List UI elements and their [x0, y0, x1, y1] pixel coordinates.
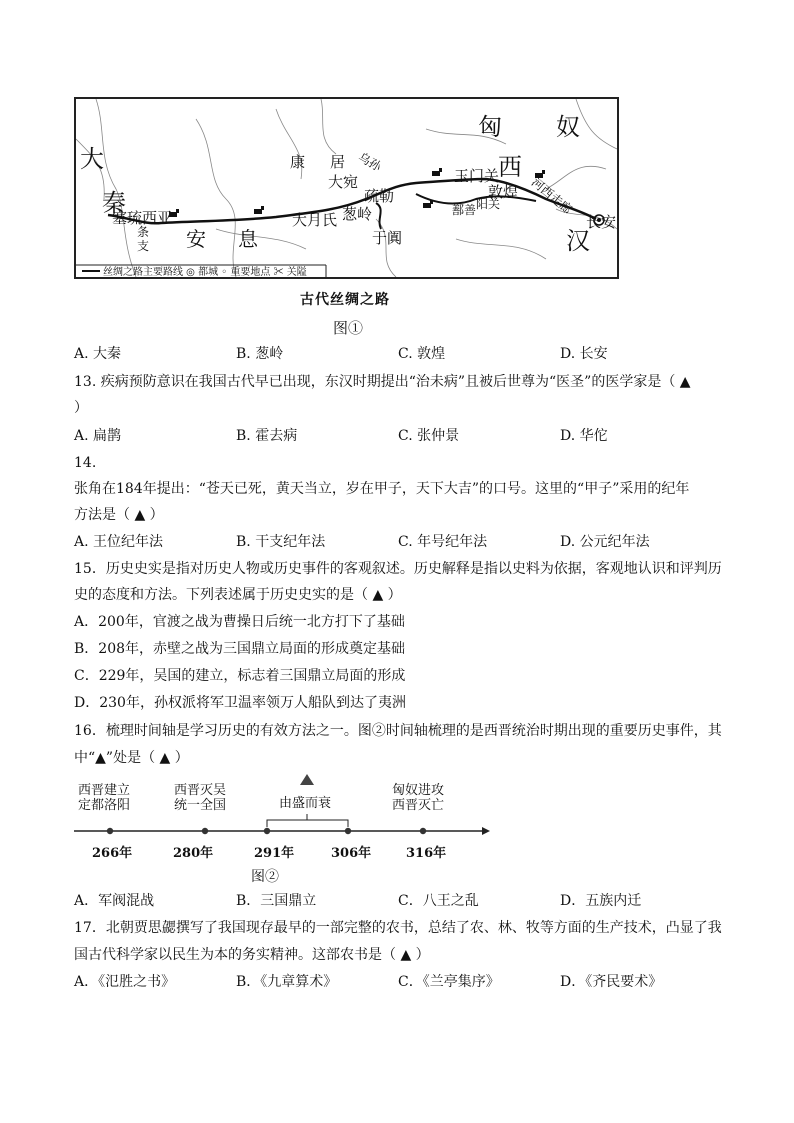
label-shanshan: 鄯善 [452, 203, 477, 217]
q14-option-b[interactable]: B. 干支纪年法 [236, 534, 326, 550]
q17-stem-2: 国古代科学家以民生为本的务实精神。这部农书是（ ▲ ） [74, 947, 430, 963]
q12-option-c[interactable]: C. 敦煌 [398, 346, 446, 362]
tick-291 [264, 828, 270, 834]
timeline-year-266: 266年 [92, 846, 133, 861]
q14-number: 14. [74, 455, 97, 471]
q14-stem-2: 方法是（ ▲ ） [74, 507, 164, 523]
timeline-event-266: 西晋建立 定都洛阳 [78, 783, 131, 813]
blank-triangle-icon [300, 774, 314, 785]
silk-road-map [74, 97, 619, 279]
q14-option-d[interactable]: D. 公元纪年法 [560, 534, 650, 550]
timeline-year-280: 280年 [173, 846, 214, 861]
map-legend: 丝绸之路主要路线 ◎ 都城 ◦ 重要地点 ✂ 关隘 [103, 267, 307, 278]
label-yuzhi-2: 支 [137, 239, 150, 253]
label-yutian: 于阗 [372, 229, 403, 247]
q12-option-b[interactable]: B. 葱岭 [236, 346, 284, 362]
q17-option-b[interactable]: B．《九章算术》 [236, 974, 338, 990]
timeline-year-291: 291年 [254, 846, 295, 861]
q15-stem-2: 史的态度和方法。下列表述属于历史史实的是（ ▲ ） [74, 587, 402, 603]
label-kangju-2: 居 [330, 153, 346, 171]
q12-option-a[interactable]: A. 大秦 [74, 346, 122, 362]
q15-option-d[interactable]: D．230年，孙权派将军卫温率领万人船队到达了夷洲 [74, 695, 406, 711]
q16-stem-2: 中“▲”处是（ ▲ ） [74, 750, 189, 766]
label-congling: 葱岭 [342, 205, 373, 223]
label-shule: 疏勒 [364, 187, 395, 205]
q16-stem-1: 16．梳理时间轴是学习历史的有效方法之一。图②时间轴梳理的是西晋统治时期出现的重要历史事件，其 [74, 723, 722, 739]
label-xiongnu-2: 奴 [556, 113, 580, 141]
q13-option-c[interactable]: C. 张仲景 [398, 428, 460, 444]
q16-option-a[interactable]: A．军阀混战 [74, 893, 155, 909]
q13-stem-2: ） [74, 400, 88, 416]
tick-280 [202, 828, 208, 834]
tick-306 [345, 828, 351, 834]
label-changan: 长安 [586, 213, 617, 231]
figure-1-label: 图① [333, 319, 364, 337]
q14-stem-1: 张角在184年提出：“苍天已死，黄天当立，岁在甲子，天下大吉”的口号。这里的“甲子”采用的纪年 [74, 481, 690, 497]
q13-option-d[interactable]: D. 华佗 [560, 428, 608, 444]
q17-option-c[interactable]: C．《兰亭集序》 [398, 974, 500, 990]
tick-316 [420, 828, 426, 834]
label-dayuezhi: 大月氏 [292, 211, 338, 229]
timeline-year-306: 306年 [331, 846, 372, 861]
q15-option-c[interactable]: C．229年，吴国的建立，标志着三国鼎立局面的形成 [74, 668, 406, 684]
timeline-figure [74, 774, 494, 886]
timeline-event-291-306: 由盛而衰 [279, 796, 332, 811]
q17-option-d[interactable]: D．《齐民要术》 [560, 974, 663, 990]
q17-option-a[interactable]: A．《氾胜之书》 [74, 974, 176, 990]
label-dunhuang: 敦煌 [488, 183, 519, 201]
label-yangguan: 阳关 [476, 197, 501, 211]
figure-2-label: 图② [251, 869, 279, 885]
q14-option-a[interactable]: A. 王位纪年法 [74, 534, 164, 550]
label-daqin-1: 大 [80, 145, 104, 173]
q12-option-d[interactable]: D. 长安 [560, 346, 608, 362]
map-caption: 古代丝绸之路 [300, 292, 390, 308]
label-yumenguan: 玉门关 [454, 167, 500, 185]
q16-option-c[interactable]: C．八王之乱 [398, 893, 479, 909]
q13-stem-1: 13. 疾病预防意识在我国古代早已出现，东汉时期提出“治未病”且被后世尊为“医圣”的医学家是（ ▲ [74, 374, 691, 390]
label-seleucia: 塞琉西亚 [112, 209, 173, 227]
q15-option-b[interactable]: B．208年，赤壁之战为三国鼎立局面的形成奠定基础 [74, 641, 406, 657]
label-xiongnu-1: 匈 [478, 113, 502, 141]
q16-option-b[interactable]: B．三国鼎立 [236, 893, 317, 909]
q15-stem-1: 15．历史史实是指对历史人物或历史事件的客观叙述。历史解释是指以史料为依据，客观地认识和评判历 [74, 561, 722, 577]
label-kangju-1: 康 [290, 153, 306, 171]
q13-option-b[interactable]: B. 霍去病 [236, 428, 298, 444]
label-daqin-2: 秦 [102, 189, 126, 217]
q16-option-d[interactable]: D．五族内迁 [560, 893, 642, 909]
q17-stem-1: 17．北朝贾思勰撰写了我国现存最早的一部完整的农书，总结了农、林、牧等方面的生产技术，凸显了我 [74, 920, 722, 936]
label-xi: 西 [498, 153, 522, 181]
label-hexi: 河西走廊 [528, 175, 575, 217]
q13-option-a[interactable]: A. 扁鹊 [74, 428, 122, 444]
label-anxi-1: 安 [186, 227, 206, 251]
q15-option-a[interactable]: A．200年，官渡之战为曹操日后统一北方打下了基础 [74, 614, 405, 630]
label-yuzhi-1: 条 [137, 225, 150, 239]
label-wusun: 乌孙 [355, 149, 384, 174]
q14-option-c[interactable]: C. 年号纪年法 [398, 534, 488, 550]
label-han: 汉 [566, 227, 590, 255]
label-anxi-2: 息 [238, 227, 258, 251]
timeline-year-316: 316年 [406, 846, 447, 861]
tick-266 [107, 828, 113, 834]
timeline-event-316: 匈奴进攻 西晋灭亡 [392, 783, 445, 813]
timeline-event-280: 西晋灭吴 统一全国 [174, 783, 227, 813]
label-dawan: 大宛 [328, 173, 359, 191]
